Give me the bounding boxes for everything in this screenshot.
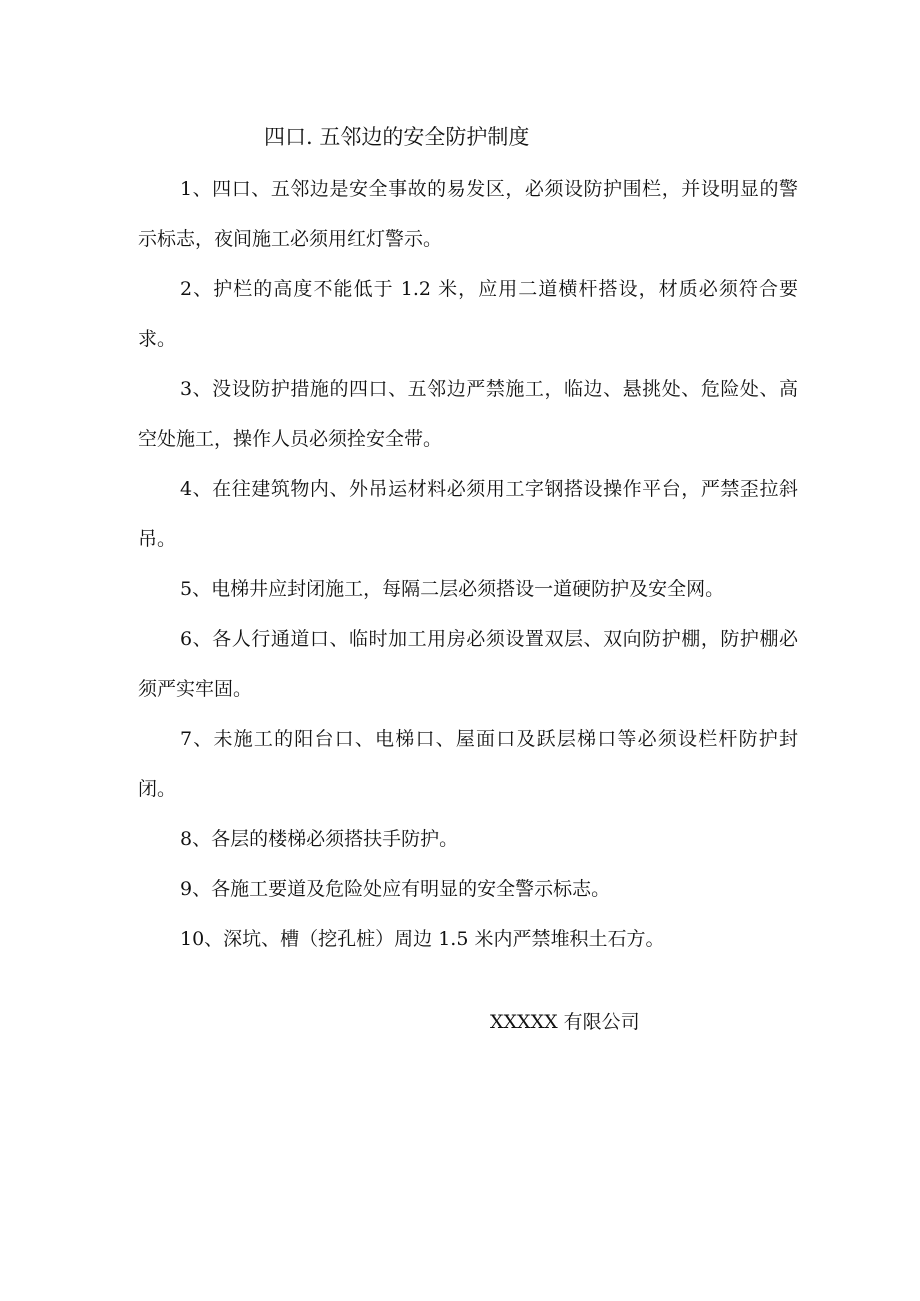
rule-item-9: 9、各施工要道及危险处应有明显的安全警示标志。 <box>180 878 611 900</box>
page-title: 四口. 五邻边的安全防护制度 <box>264 125 530 149</box>
rule-item-1: 1、四口、五邻边是安全事故的易发区，必须设防护围栏，并设明显的警示标志，夜间施工必须用红灯警示。 <box>138 178 798 250</box>
rules-list <box>138 164 798 964</box>
rule-item-4: 4、在往建筑物内、外吊运材料必须用工字钢搭设操作平台，严禁歪拉斜吊。 <box>138 478 798 550</box>
rule-item-3: 3、没设防护措施的四口、五邻边严禁施工，临边、悬挑处、危险处、高空处施工，操作人员必须拴安全带。 <box>138 378 798 450</box>
rule-item-5: 5、电梯井应封闭施工，每隔二层必须搭设一道硬防护及安全网。 <box>180 578 725 600</box>
rule-item-6: 6、各人行通道口、临时加工用房必须设置双层、双向防护棚，防护棚必须严实牢固。 <box>138 628 798 700</box>
company-signature: XXXXX 有限公司 <box>490 1011 640 1033</box>
rule-item-8: 8、各层的楼梯必须搭扶手防护。 <box>180 828 459 850</box>
rule-item-10: 10、深坑、槽（挖孔桩）周边 1.5 米内严禁堆积土石方。 <box>180 928 665 950</box>
rule-item-2: 2、护栏的高度不能低于 1.2 米，应用二道横杆搭设，材质必须符合要求。 <box>138 278 798 350</box>
rule-item-7: 7、未施工的阳台口、电梯口、屋面口及跃层梯口等必须设栏杆防护封闭。 <box>138 728 798 800</box>
